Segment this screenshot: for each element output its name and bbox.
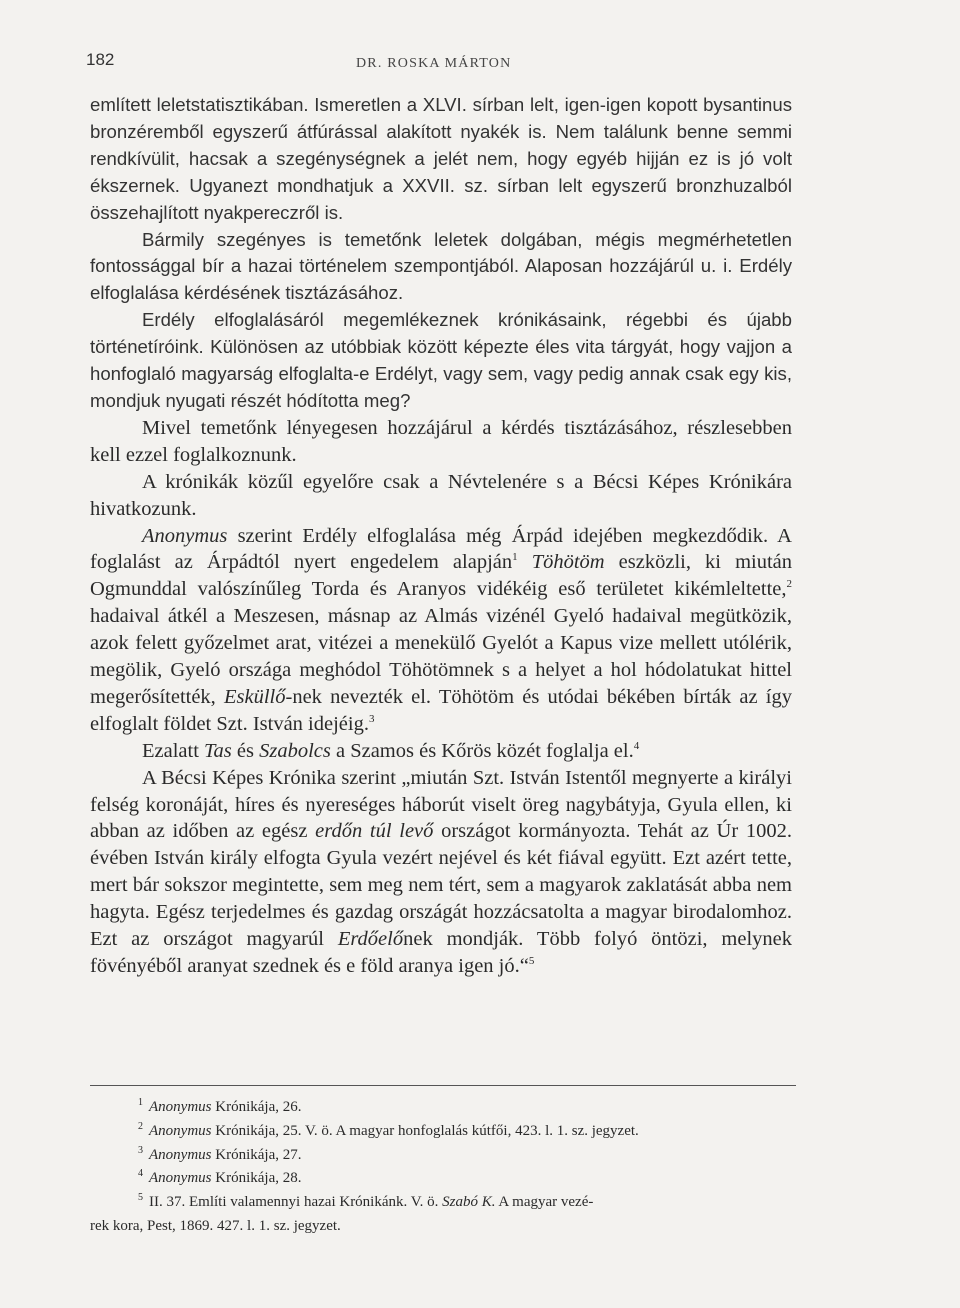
footnote-number: 5	[138, 1192, 143, 1204]
footnote-4	[90, 1167, 796, 1191]
footnote-ref-2: 2	[786, 578, 792, 591]
footnote-1	[90, 1096, 796, 1120]
footnote-number: 3	[138, 1144, 143, 1156]
running-head: DR. ROSKA MÁRTON	[356, 56, 512, 71]
footnote-author: Anonymus	[149, 1099, 212, 1115]
footnote-text: A magyar vezé-	[495, 1194, 594, 1211]
footnote-3	[90, 1144, 796, 1168]
footnote-number: 1	[138, 1097, 143, 1108]
p8-text-a: A Bécsi Képes Krónika szerint „miután Szt. István Istentől megnyerte a királyi felség koronáját, híres és nyereséges háborút viselt öreg nagybátyja, Gyula ellen, ki abban az időben az egész	[90, 766, 792, 843]
footnotes	[90, 1096, 796, 1239]
paragraph-4: Mivel temetőnk lényegesen hozzájárul a kérdés tisztázásához, részlesebben kell ezzel foglalkoznunk.	[90, 416, 792, 466]
footnote-5	[90, 1191, 796, 1215]
footnote-author: Szabó K.	[442, 1194, 496, 1211]
p7-text-b: és	[231, 739, 260, 762]
body-text	[90, 92, 792, 980]
tas-name: Tas	[204, 739, 232, 762]
p6-text-c: hadaival átkél a Meszesen, másnap az Almás vizénél Gyeló hadaival megütközik, azok felett győzelmet arat, vitézei a menekülő Gyelót a Kapus vize mellett utólérik, megölik, Gyeló országa meghódol Töhötömnek s a helyet a hol hódolatukat hittel megerősítették,	[90, 605, 792, 708]
paragraph-5: A krónikák közűl egyelőre csak a Névtelenére s a Bécsi Képes Krónikára hivatkozunk.	[90, 470, 792, 520]
footnote-author: Anonymus	[149, 1146, 212, 1163]
footnote-text: Krónikája, 25. V. ö. A magyar honfoglalás kútfői, 423. l. 1. sz. jegyzet.	[211, 1122, 639, 1139]
footnote-ref-1: 1	[512, 551, 518, 564]
p6-text-a: szerint Erdély elfoglalása még Árpád idejében megkezdődik. A foglalást az Árpádtól nyert engedelem alapján	[90, 524, 792, 574]
erdoelo-word: Erdőelő	[337, 928, 404, 951]
footnote-ref-5: 5	[528, 955, 535, 968]
footnote-ref-3: 3	[368, 713, 375, 726]
footnote-text: Krónikája, 26.	[211, 1099, 302, 1115]
footnote-5-continued: rek kora, Pest, 1869. 427. l. 1. sz. jegyzet.	[90, 1217, 341, 1234]
paragraph-7	[90, 738, 792, 765]
tohotom-name: Töhötöm	[531, 551, 605, 574]
paragraph-1: említett leletstatisztikában. Ismeretlen a XLVI. sírban lelt, igen-igen kopott bysantinus bronzéremből egyszerű átfúrással alakított nyakék is. Nem találunk benne semmi rendkívülit, hacsak a szegénységnek a jelét nem, hogy egyéb hijján ez is jó volt ékszernek. Ugyanezt mondhatjuk a XXVII. sz. sírban lelt egyszerű bronzhuzalból összehajlított nyakpereczről is.	[90, 94, 792, 223]
p6-text-d: -nek nevezték el. Töhötöm és utódai békében bírták az így elfoglalt földet Szt. István idejéig.	[90, 685, 792, 735]
footnote-author: Anonymus	[149, 1170, 212, 1187]
footnote-text: Krónikája, 27.	[211, 1146, 302, 1163]
footnote-divider	[90, 1085, 796, 1086]
paragraph-3: Erdély elfoglalásáról megemlékeznek krónikásaink, régebbi és újabb történetíróink. Különösen az utóbbiak között képezte éles vita tárgyát, hogy vajjon a honfoglaló magyarság elfoglalta-e Erdélyt, vagy sem, vagy pedig annak csak egy kis, mondjuk nyugati részét hódította meg?	[90, 309, 792, 411]
p6-text-b: eszközli, ki miután Ogmunddal valószínűleg Torda és Aranyos vidékéig eső területet kikémleltette,	[90, 551, 792, 601]
erdon-tul-levo: erdőn túl levő	[315, 820, 434, 843]
eskullo-word: Esküllő	[224, 685, 286, 708]
footnote-2	[90, 1120, 796, 1144]
p7-text-c: a Szamos és Kőrös közét foglalja el.	[330, 739, 634, 762]
p7-text-a: Ezalatt	[142, 739, 205, 762]
page-header	[86, 50, 796, 74]
p8-text-c: nek mondják. Több folyó öntözi, melynek fövényéből aranyat szednek és e föld aranya igen jó.“	[90, 928, 792, 977]
anonymus-name: Anonymus	[142, 524, 228, 547]
p8-text-b: országot kormányozta. Tehát az Úr 1002. évében István király elfogta Gyula vezért nejével és két fiával együtt. Ezt azért tette, mert bár sokszor megintette, sem meg nem tért, sem a magyarok zaklatását abba nem hagyta. Egész terjedelmes és gazdag országát hozzácsatolta a magyar birodalomhoz. Ezt az országot magyarúl	[90, 820, 792, 951]
paragraph-6	[90, 523, 792, 738]
footnote-author: Anonymus	[149, 1122, 212, 1139]
page-number: 182	[86, 50, 115, 69]
paragraph-8	[90, 765, 792, 980]
footnote-text: II. 37. Említi valamennyi hazai Krónikánk. V. ö.	[149, 1194, 443, 1211]
footnote-number: 4	[138, 1168, 143, 1180]
footnote-ref-4: 4	[633, 739, 640, 752]
szabolcs-name: Szabolcs	[259, 739, 331, 762]
footnote-text: Krónikája, 28.	[211, 1170, 302, 1187]
footnote-number: 2	[138, 1120, 143, 1132]
paragraph-2: Bármily szegényes is temetőnk leletek dolgában, mégis megmérhetetlen fontossággal bír a hazai történelem szempontjából. Alaposan hozzájárúl u. i. Erdély elfoglalása kérdésének tisztázásához.	[90, 228, 792, 304]
